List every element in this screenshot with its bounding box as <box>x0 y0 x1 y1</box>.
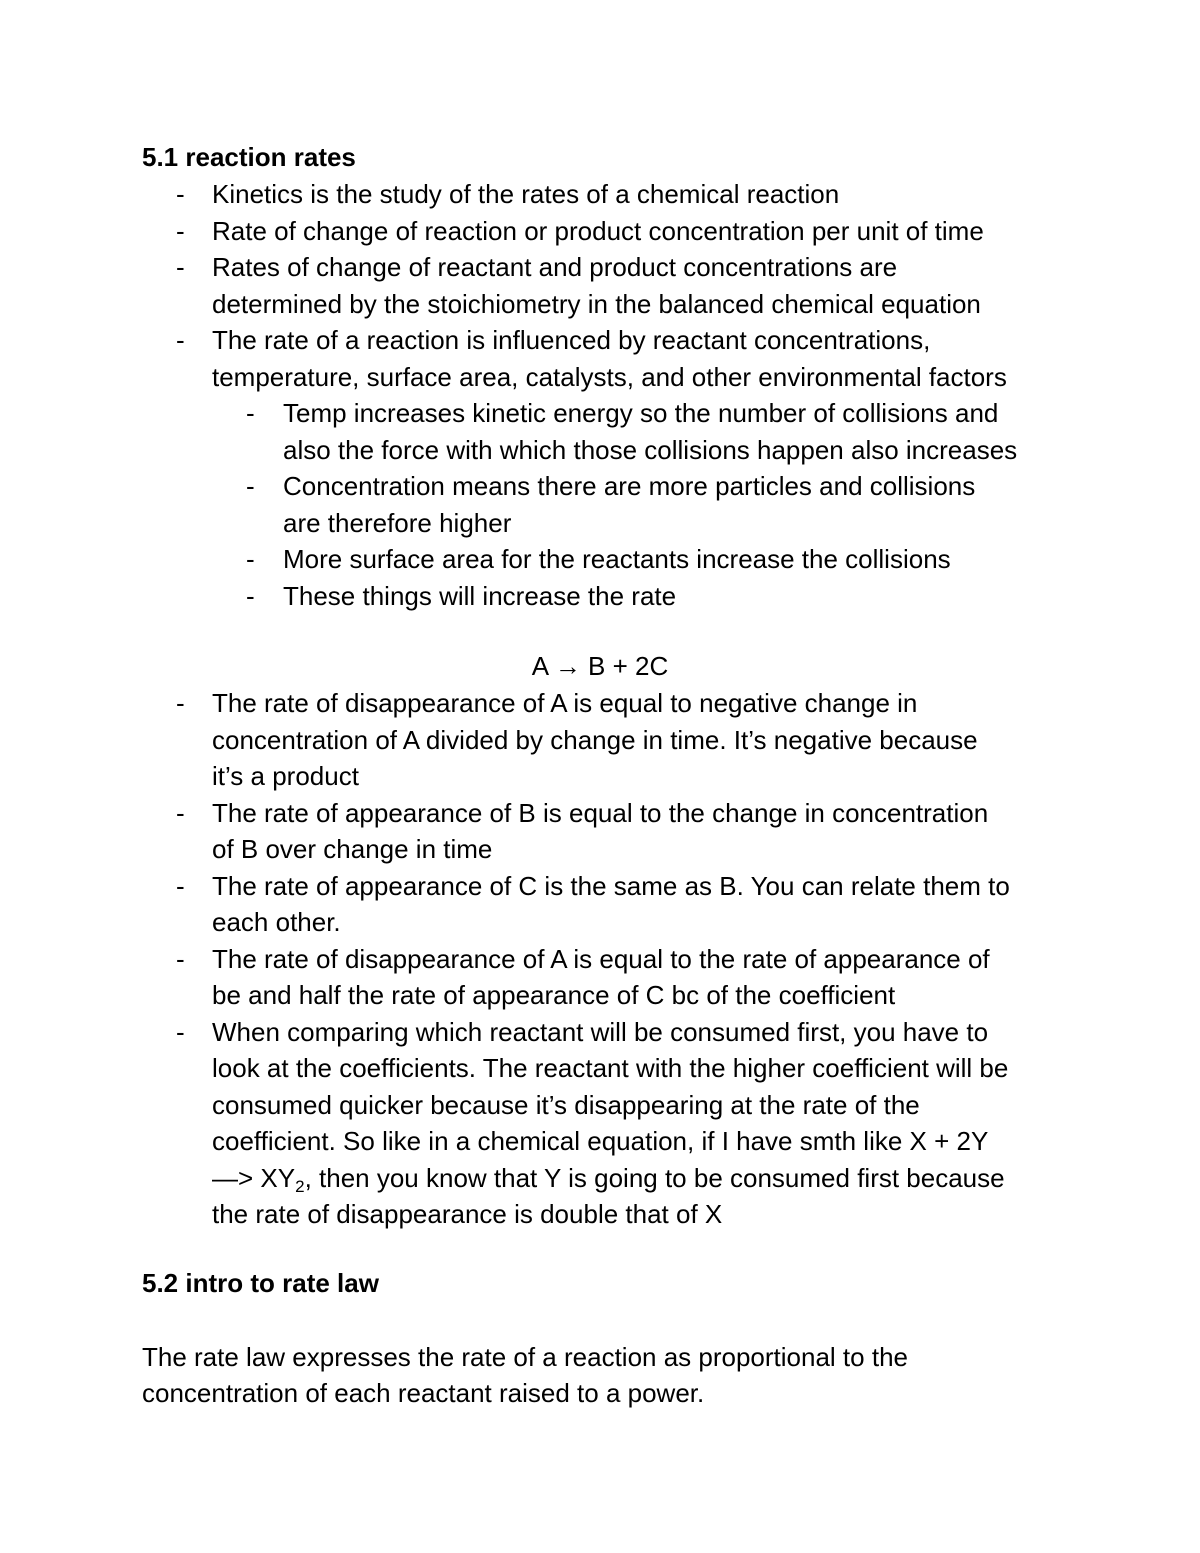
list-item-line: coefficient. So like in a chemical equation, if I have smth like X + 2Y <box>212 1126 989 1156</box>
formula-line <box>212 1160 1010 1197</box>
reaction-equation: A → B + 2C <box>531 651 669 681</box>
paragraph-line: concentration of each reactant raised to a power. <box>142 1378 705 1408</box>
list-item-line: More surface area for the reactants increase the collisions <box>283 544 951 574</box>
list-item-line: determined by the stoichiometry in the balanced chemical equation <box>212 288 981 319</box>
list-item-line: each other. <box>212 907 341 937</box>
list-item-line: are therefore higher <box>283 507 512 538</box>
list-item-line: Rates of change of reactant and product concentrations are <box>212 252 898 282</box>
bullet-dash: - <box>176 1016 185 1047</box>
list-item-line: Kinetics is the study of the rates of a chemical reaction <box>212 179 840 209</box>
list-item-line: temperature, surface area, catalysts, and other environmental factors <box>212 361 1007 392</box>
bullet-dash: - <box>176 870 185 901</box>
bullet-dash: - <box>176 797 185 828</box>
list-item-line: also the force with which those collisions happen also increases <box>283 434 1018 465</box>
list-item-line: When comparing which reactant will be consumed first, you have to <box>212 1016 989 1047</box>
list-item-line: Concentration means there are more particles and collisions <box>283 471 976 501</box>
sub-list-item <box>0 395 1017 468</box>
bullet-dash: - <box>176 325 185 355</box>
list-item-line: The rate of appearance of B is equal to the change in concentration <box>212 797 989 828</box>
rate-law-paragraph <box>142 1339 908 1411</box>
formula-text: —> XY <box>212 1162 296 1193</box>
list-item-line: consumed quicker because it’s disappearing at the rate of the <box>212 1089 920 1120</box>
section-heading-reaction-rates: 5.1 reaction rates <box>142 142 356 172</box>
list-item-line: These things will increase the rate <box>283 580 677 611</box>
list-item <box>0 213 1017 250</box>
bullet-dash: - <box>176 252 185 282</box>
sub-list-item <box>0 468 1017 541</box>
formula-subscript: 2 <box>295 1176 305 1196</box>
list-item <box>0 868 1010 941</box>
list-item-line: The rate of a reaction is influenced by reactant concentrations, <box>212 325 931 355</box>
section-heading-rate-law: 5.2 intro to rate law <box>142 1268 379 1298</box>
bullet-list-b <box>0 685 1010 1233</box>
bullet-dash: - <box>176 943 185 974</box>
bullet-dash: - <box>246 580 255 611</box>
list-item-line: be and half the rate of appearance of C bc of the coefficient <box>212 980 896 1010</box>
list-item <box>0 1014 1010 1233</box>
bullet-dash: - <box>176 688 185 718</box>
bullet-dash: - <box>246 471 255 501</box>
sub-list-item <box>0 541 1017 578</box>
bullet-dash: - <box>176 179 185 209</box>
bullet-dash: - <box>246 398 255 428</box>
list-item-line: look at the coefficients. The reactant with the higher coefficient will be <box>212 1053 1009 1083</box>
list-item <box>0 941 1010 1014</box>
list-item-line: The rate of appearance of C is the same as B. You can relate them to <box>212 870 1010 901</box>
list-item-line: concentration of A divided by change in time. It’s negative because <box>212 724 978 755</box>
list-item-line: it’s a product <box>212 761 359 791</box>
list-item-line: Temp increases kinetic energy so the number of collisions and <box>283 398 999 428</box>
list-item-line: of B over change in time <box>212 834 493 864</box>
bullet-dash: - <box>176 215 185 246</box>
list-item-line: the rate of disappearance is double that of X <box>212 1199 723 1229</box>
list-item <box>0 322 1017 395</box>
bullet-list-a <box>0 176 1017 614</box>
list-item <box>0 249 1017 322</box>
paragraph-line: The rate law expresses the rate of a reaction as proportional to the <box>142 1342 908 1372</box>
list-item-line: The rate of disappearance of A is equal to the rate of appearance of <box>212 943 990 974</box>
list-item-line: Rate of change of reaction or product concentration per unit of time <box>212 215 984 246</box>
bullet-dash: - <box>246 544 255 574</box>
formula-suffix-text: , then you know that Y is going to be consumed first because <box>304 1162 1005 1193</box>
list-item <box>0 795 1010 868</box>
list-item-line: The rate of disappearance of A is equal to negative change in <box>212 688 918 718</box>
list-item <box>0 176 1017 213</box>
list-item <box>0 685 1010 795</box>
sub-list-item <box>0 578 1017 615</box>
